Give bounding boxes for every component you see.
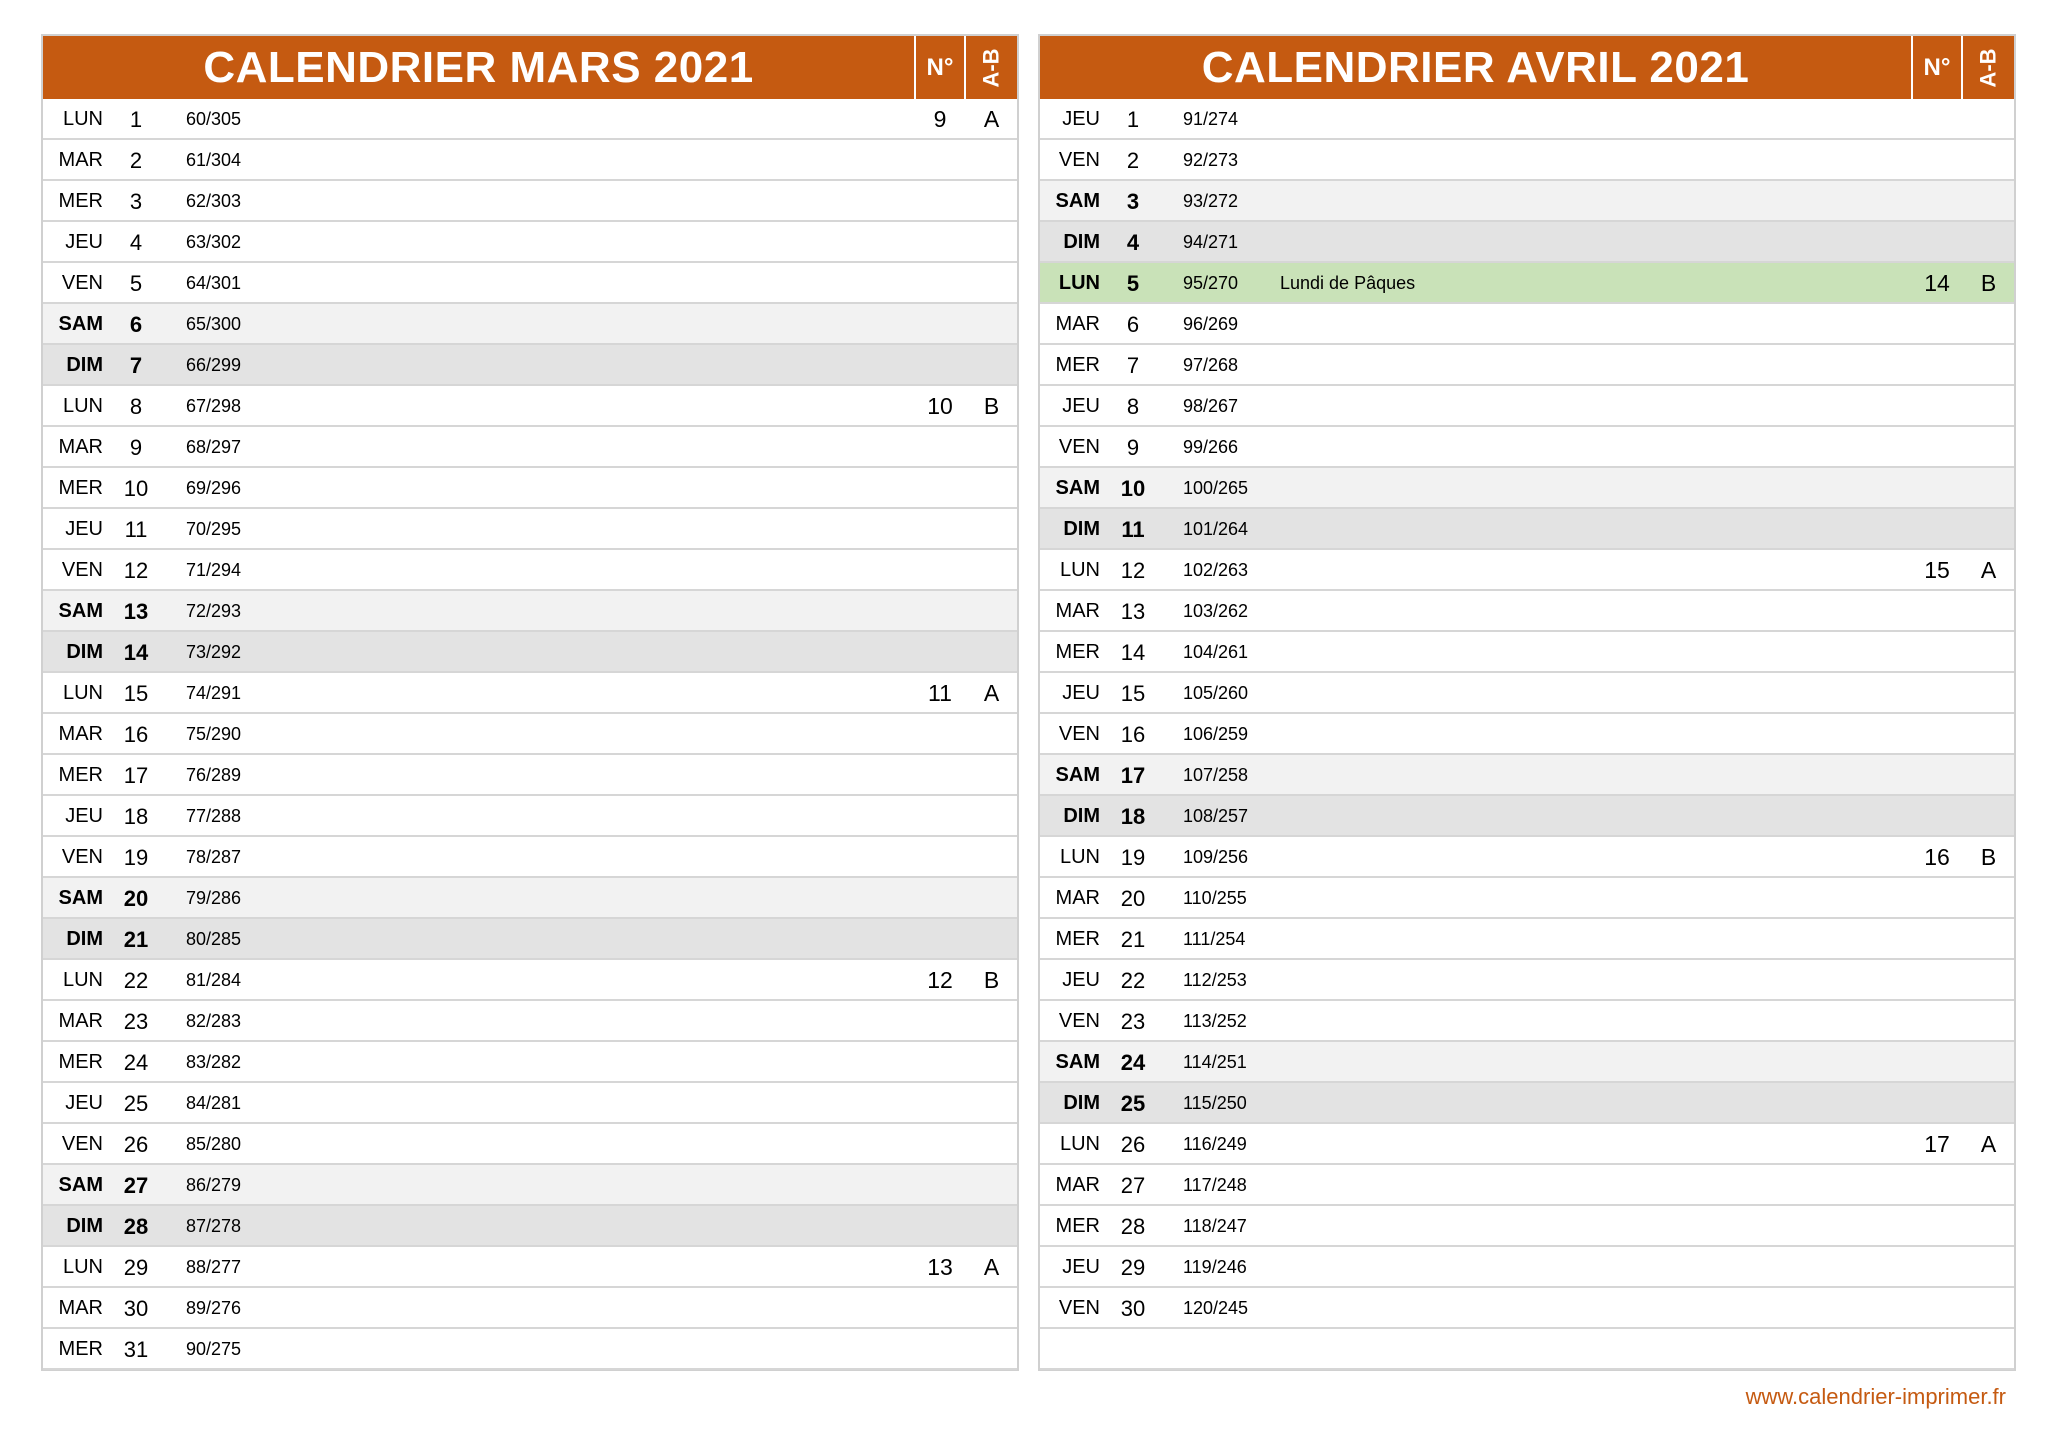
day-row (43, 1083, 1017, 1124)
day-row (1040, 263, 2014, 304)
day-number: 1 (1126, 107, 1140, 132)
day-row (43, 304, 1017, 345)
day-row (1040, 1165, 2014, 1206)
day-row (43, 181, 1017, 222)
day-number: 21 (123, 927, 149, 952)
day-row (1040, 960, 2014, 1001)
day-row (1040, 468, 2014, 509)
day-row (43, 1329, 1017, 1370)
day-of-year: 99/266 (1183, 437, 1239, 457)
day-number: 6 (1126, 312, 1140, 337)
day-number: 24 (123, 1050, 149, 1075)
day-name: SAM (1055, 477, 1100, 499)
day-name: DIM (1063, 231, 1100, 253)
day-row (43, 345, 1017, 386)
day-number: 20 (123, 886, 149, 911)
day-number: 22 (123, 968, 149, 993)
day-number: 12 (123, 558, 149, 583)
day-number: 9 (129, 435, 143, 460)
day-name: MAR (58, 1010, 103, 1032)
day-of-year: 98/267 (1183, 396, 1239, 416)
day-name: SAM (58, 1174, 103, 1196)
day-number: 5 (1126, 271, 1140, 296)
day-number: 22 (1120, 968, 1146, 993)
day-number: 13 (1120, 599, 1146, 624)
day-name: DIM (66, 641, 103, 663)
day-row (1040, 591, 2014, 632)
day-name: DIM (66, 1215, 103, 1237)
day-row (43, 1206, 1017, 1247)
day-row (43, 960, 1017, 1001)
day-row (43, 509, 1017, 550)
day-number: 4 (1126, 230, 1140, 255)
day-name: MER (58, 1051, 103, 1073)
day-of-year: 87/278 (186, 1216, 242, 1236)
week-ab: A (983, 680, 1000, 706)
day-name: LUN (62, 969, 103, 991)
day-row (43, 550, 1017, 591)
day-of-year: 96/269 (1183, 314, 1239, 334)
day-number: 25 (1120, 1091, 1146, 1116)
week-ab: B (1980, 270, 1997, 296)
day-name: MER (58, 764, 103, 786)
day-row (43, 468, 1017, 509)
day-number: 29 (1120, 1255, 1146, 1280)
day-name: JEU (65, 231, 103, 253)
day-row (43, 1001, 1017, 1042)
day-name: VEN (61, 1133, 103, 1155)
day-name: DIM (66, 928, 103, 950)
day-of-year: 88/277 (186, 1257, 242, 1277)
day-row (1040, 714, 2014, 755)
day-number: 8 (1126, 394, 1140, 419)
day-of-year: 94/271 (1183, 232, 1239, 252)
day-name: MAR (1055, 887, 1100, 909)
day-of-year: 85/280 (186, 1134, 242, 1154)
day-of-year: 74/291 (186, 683, 242, 703)
day-name: VEN (1058, 1010, 1100, 1032)
day-row (1040, 1001, 2014, 1042)
day-number: 23 (1120, 1009, 1146, 1034)
day-row (1040, 878, 2014, 919)
day-name: VEN (1058, 1297, 1100, 1319)
day-row (43, 1124, 1017, 1165)
day-name: MER (1055, 928, 1100, 950)
day-row (43, 140, 1017, 181)
day-row (1040, 427, 2014, 468)
week-number: 12 (927, 967, 953, 993)
day-number: 15 (1120, 681, 1146, 706)
day-row (1040, 673, 2014, 714)
day-name: MAR (1055, 1174, 1100, 1196)
day-number: 27 (123, 1173, 149, 1198)
day-row (43, 714, 1017, 755)
day-of-year: 82/283 (186, 1011, 242, 1031)
day-name: MER (58, 190, 103, 212)
day-number: 23 (123, 1009, 149, 1034)
day-of-year: 64/301 (186, 273, 242, 293)
day-row (43, 673, 1017, 714)
empty-row (1040, 1329, 2014, 1370)
day-number: 24 (1120, 1050, 1146, 1075)
day-number: 12 (1120, 558, 1146, 583)
day-number: 14 (123, 640, 149, 665)
week-number: 16 (1924, 844, 1950, 870)
day-of-year: 108/257 (1183, 806, 1249, 826)
day-of-year: 116/249 (1183, 1134, 1247, 1154)
day-number: 25 (123, 1091, 149, 1116)
day-name: SAM (58, 600, 103, 622)
day-row (43, 1165, 1017, 1206)
day-number: 11 (124, 517, 148, 542)
day-name: MER (1055, 641, 1100, 663)
day-of-year: 113/252 (1183, 1011, 1247, 1031)
day-number: 2 (1126, 148, 1140, 173)
day-of-year: 76/289 (186, 765, 242, 785)
day-name: VEN (61, 559, 103, 581)
day-of-year: 95/270 (1183, 273, 1239, 293)
day-row (43, 222, 1017, 263)
calendar-rows (43, 99, 1017, 1370)
day-number: 1 (129, 107, 143, 132)
day-row (1040, 632, 2014, 673)
day-of-year: 83/282 (186, 1052, 242, 1072)
week-ab-header (1963, 36, 2014, 99)
day-of-year: 102/263 (1183, 560, 1249, 580)
day-of-year: 107/258 (1183, 765, 1249, 785)
day-row (1040, 1083, 2014, 1124)
day-number: 26 (1120, 1132, 1146, 1157)
day-row (43, 386, 1017, 427)
day-name: JEU (1062, 969, 1100, 991)
week-ab: B (1980, 844, 1997, 870)
event-label: Lundi de Pâques (1280, 273, 1416, 293)
week-number-header: N° (914, 36, 966, 99)
day-of-year: 73/292 (186, 642, 242, 662)
day-row (43, 755, 1017, 796)
week-number: 15 (1924, 557, 1950, 583)
day-number: 18 (123, 804, 149, 829)
day-name: MER (58, 477, 103, 499)
day-name: VEN (1058, 723, 1100, 745)
calendar-april (1038, 34, 2016, 1371)
week-ab: B (983, 393, 1000, 419)
day-of-year: 75/290 (186, 724, 242, 744)
day-number: 11 (1121, 517, 1145, 542)
day-number: 28 (123, 1214, 149, 1239)
day-row (1040, 796, 2014, 837)
day-of-year: 81/284 (186, 970, 242, 990)
week-ab: A (983, 1254, 1000, 1280)
week-number: 14 (1924, 270, 1950, 296)
day-number: 13 (123, 599, 149, 624)
day-name: JEU (65, 518, 103, 540)
day-number: 20 (1120, 886, 1146, 911)
day-number: 10 (1120, 476, 1146, 501)
day-of-year: 101/264 (1183, 519, 1249, 539)
calendar-header (1040, 36, 2014, 99)
day-name: MER (58, 1338, 103, 1360)
day-row (43, 632, 1017, 673)
day-of-year: 80/285 (186, 929, 242, 949)
day-row (1040, 550, 2014, 591)
day-name: JEU (65, 805, 103, 827)
day-name: DIM (66, 354, 103, 376)
day-of-year: 118/247 (1183, 1216, 1247, 1236)
day-number: 17 (123, 763, 149, 788)
day-number: 2 (129, 148, 143, 173)
calendar-title: CALENDRIER AVRIL 2021 (1201, 43, 1750, 92)
day-of-year: 78/287 (186, 847, 242, 867)
calendar-rows (1040, 99, 2014, 1370)
day-of-year: 70/295 (186, 519, 242, 539)
day-number: 29 (123, 1255, 149, 1280)
day-name: LUN (1058, 272, 1100, 294)
day-number: 16 (123, 722, 149, 747)
day-row (1040, 222, 2014, 263)
day-of-year: 117/248 (1183, 1175, 1247, 1195)
day-row (43, 591, 1017, 632)
week-ab: A (1980, 557, 1997, 583)
day-name: LUN (62, 682, 103, 704)
day-number: 17 (1120, 763, 1146, 788)
week-ab: A (1980, 1131, 1997, 1157)
day-number: 27 (1120, 1173, 1146, 1198)
day-row (1040, 919, 2014, 960)
day-name: LUN (62, 1256, 103, 1278)
day-of-year: 104/261 (1183, 642, 1249, 662)
day-name: JEU (1062, 395, 1100, 417)
day-name: SAM (1055, 764, 1100, 786)
week-number: 9 (933, 106, 947, 132)
day-number: 19 (1120, 845, 1146, 870)
day-of-year: 63/302 (186, 232, 242, 252)
day-number: 14 (1120, 640, 1146, 665)
day-of-year: 86/279 (186, 1175, 242, 1195)
day-name: DIM (1063, 1092, 1100, 1114)
day-name: VEN (61, 272, 103, 294)
day-of-year: 111/254 (1183, 929, 1246, 949)
day-number: 4 (129, 230, 143, 255)
day-name: MER (1055, 354, 1100, 376)
day-row (43, 796, 1017, 837)
day-number: 5 (129, 271, 143, 296)
day-number: 8 (129, 394, 143, 419)
day-number: 18 (1120, 804, 1146, 829)
day-row (43, 878, 1017, 919)
day-of-year: 91/274 (1183, 109, 1239, 129)
day-name: MAR (58, 149, 103, 171)
day-row (1040, 140, 2014, 181)
day-number: 21 (1120, 927, 1146, 952)
day-of-year: 72/293 (186, 601, 242, 621)
day-name: JEU (65, 1092, 103, 1114)
day-of-year: 62/303 (186, 191, 242, 211)
day-number: 31 (123, 1337, 149, 1362)
day-row (1040, 1124, 2014, 1165)
day-row (43, 1288, 1017, 1329)
calendar-header (43, 36, 1017, 99)
day-name: SAM (1055, 190, 1100, 212)
day-of-year: 92/273 (1183, 150, 1239, 170)
week-ab-header-label: A-B (978, 47, 1004, 88)
day-of-year: 89/276 (186, 1298, 242, 1318)
calendar-title: CALENDRIER MARS 2021 (203, 43, 754, 92)
day-row (1040, 837, 2014, 878)
day-number: 7 (129, 353, 143, 378)
day-of-year: 60/305 (186, 109, 242, 129)
day-number: 26 (123, 1132, 149, 1157)
day-row (1040, 1206, 2014, 1247)
day-of-year: 90/275 (186, 1339, 242, 1359)
day-row (1040, 386, 2014, 427)
day-name: SAM (58, 313, 103, 335)
day-name: MAR (1055, 600, 1100, 622)
day-row (43, 263, 1017, 304)
day-of-year: 67/298 (186, 396, 242, 416)
week-ab: A (983, 106, 1000, 132)
day-number: 7 (1126, 353, 1140, 378)
day-name: VEN (1058, 436, 1100, 458)
day-of-year: 61/304 (186, 150, 242, 170)
day-row (43, 427, 1017, 468)
day-name: JEU (1062, 108, 1100, 130)
day-row (43, 837, 1017, 878)
day-name: MAR (58, 1297, 103, 1319)
day-row (1040, 181, 2014, 222)
day-name: LUN (1059, 846, 1100, 868)
day-name: DIM (1063, 518, 1100, 540)
day-number: 30 (1120, 1296, 1146, 1321)
day-name: SAM (1055, 1051, 1100, 1073)
day-of-year: 71/294 (186, 560, 242, 580)
day-row (43, 99, 1017, 140)
day-of-year: 93/272 (1183, 191, 1239, 211)
day-number: 3 (129, 189, 143, 214)
day-of-year: 79/286 (186, 888, 242, 908)
day-name: LUN (1059, 559, 1100, 581)
week-ab-header-label: A-B (1975, 47, 2001, 88)
week-ab: B (983, 967, 1000, 993)
day-row (43, 1247, 1017, 1288)
day-name: MAR (58, 436, 103, 458)
day-of-year: 110/255 (1183, 888, 1247, 908)
day-of-year: 84/281 (186, 1093, 242, 1113)
day-name: MER (1055, 1215, 1100, 1237)
day-number: 9 (1126, 435, 1140, 460)
day-row (43, 1042, 1017, 1083)
day-row (1040, 755, 2014, 796)
week-number: 17 (1924, 1131, 1950, 1157)
day-number: 16 (1120, 722, 1146, 747)
week-number: 13 (927, 1254, 953, 1280)
day-name: LUN (62, 108, 103, 130)
day-row (1040, 1247, 2014, 1288)
week-ab-header (966, 36, 1017, 99)
day-of-year: 120/245 (1183, 1298, 1249, 1318)
day-of-year: 105/260 (1183, 683, 1249, 703)
day-of-year: 66/299 (186, 355, 242, 375)
website-link[interactable]: www.calendrier-imprimer.fr (1745, 1384, 2006, 1409)
day-name: JEU (1062, 1256, 1100, 1278)
day-name: LUN (1059, 1133, 1100, 1155)
day-number: 28 (1120, 1214, 1146, 1239)
day-name: VEN (61, 846, 103, 868)
day-of-year: 109/256 (1183, 847, 1249, 867)
day-of-year: 115/250 (1183, 1093, 1247, 1113)
calendar-march (41, 34, 1019, 1371)
day-name: LUN (62, 395, 103, 417)
day-of-year: 97/268 (1183, 355, 1239, 375)
day-number: 30 (123, 1296, 149, 1321)
day-number: 6 (129, 312, 143, 337)
day-row (1040, 99, 2014, 140)
day-of-year: 77/288 (186, 806, 242, 826)
day-number: 15 (123, 681, 149, 706)
week-number: 10 (927, 393, 953, 419)
day-of-year: 114/251 (1183, 1052, 1247, 1072)
day-name: MAR (1055, 313, 1100, 335)
day-of-year: 112/253 (1183, 970, 1247, 990)
day-of-year: 69/296 (186, 478, 242, 498)
day-name: SAM (58, 887, 103, 909)
day-row (1040, 1288, 2014, 1329)
day-number: 3 (1126, 189, 1140, 214)
day-row (1040, 1042, 2014, 1083)
week-number: 11 (928, 680, 952, 706)
day-row (1040, 304, 2014, 345)
day-number: 10 (123, 476, 149, 501)
day-number: 19 (123, 845, 149, 870)
day-name: MAR (58, 723, 103, 745)
day-of-year: 103/262 (1183, 601, 1249, 621)
day-row (1040, 509, 2014, 550)
day-of-year: 106/259 (1183, 724, 1249, 744)
day-row (43, 919, 1017, 960)
day-name: VEN (1058, 149, 1100, 171)
day-of-year: 119/246 (1183, 1257, 1247, 1277)
day-name: DIM (1063, 805, 1100, 827)
day-of-year: 68/297 (186, 437, 242, 457)
day-row (1040, 345, 2014, 386)
day-name: JEU (1062, 682, 1100, 704)
day-of-year: 100/265 (1183, 478, 1249, 498)
week-number-header: N° (1911, 36, 1963, 99)
day-of-year: 65/300 (186, 314, 242, 334)
